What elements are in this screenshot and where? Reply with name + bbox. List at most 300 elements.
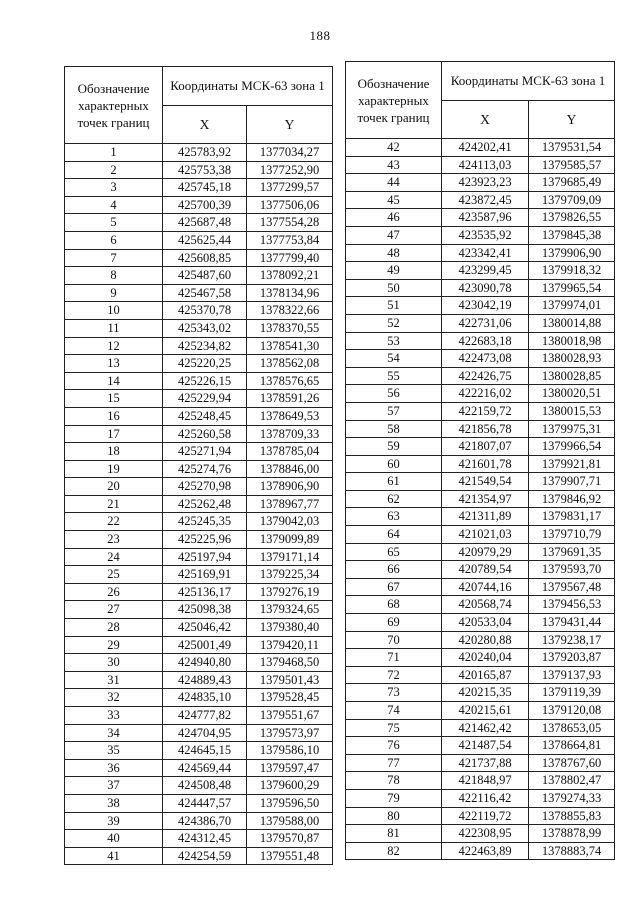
table-row <box>346 789 615 807</box>
table-row <box>346 684 615 702</box>
table-row <box>346 385 615 403</box>
point-number-cell: 35 <box>65 742 163 760</box>
point-number-cell: 6 <box>65 231 163 249</box>
y-coordinate-cell: 1378855,83 <box>529 807 615 825</box>
table-row <box>346 455 615 473</box>
table-row <box>65 654 333 672</box>
y-coordinate-cell: 1379570,87 <box>247 830 333 848</box>
table-row <box>346 649 615 667</box>
y-coordinate-cell: 1379710,79 <box>529 526 615 544</box>
y-coordinate-cell: 1379907,71 <box>529 473 615 491</box>
point-number-cell: 56 <box>346 385 442 403</box>
x-coordinate-cell: 425467,58 <box>163 284 247 302</box>
x-coordinate-cell: 424508,48 <box>163 777 247 795</box>
table-row <box>65 407 333 425</box>
table-body-right <box>346 139 615 860</box>
x-coordinate-cell: 420789,54 <box>442 561 529 579</box>
table-row <box>346 631 615 649</box>
point-number-cell: 50 <box>346 279 442 297</box>
table-row <box>346 842 615 860</box>
point-number-cell: 30 <box>65 654 163 672</box>
x-coordinate-cell: 423923,23 <box>442 174 529 192</box>
point-number-cell: 67 <box>346 578 442 596</box>
x-coordinate-cell: 422473,08 <box>442 350 529 368</box>
table-row <box>346 807 615 825</box>
table-row <box>346 578 615 596</box>
table-row <box>65 742 333 760</box>
y-coordinate-cell: 1378370,55 <box>247 319 333 337</box>
point-number-cell: 58 <box>346 420 442 438</box>
y-coordinate-cell: 1378562,08 <box>247 355 333 373</box>
x-coordinate-cell: 424777,82 <box>163 707 247 725</box>
table-row <box>65 214 333 232</box>
y-coordinate-cell: 1379975,31 <box>529 420 615 438</box>
table-body-left <box>65 144 333 865</box>
y-coordinate-cell: 1378802,47 <box>529 772 615 790</box>
y-coordinate-cell: 1379709,09 <box>529 191 615 209</box>
x-coordinate-cell: 425001,49 <box>163 636 247 654</box>
table-row <box>65 267 333 285</box>
x-coordinate-cell: 420533,04 <box>442 614 529 632</box>
x-coordinate-cell: 421354,97 <box>442 490 529 508</box>
y-coordinate-cell: 1379586,10 <box>247 742 333 760</box>
x-coordinate-cell: 420215,35 <box>442 684 529 702</box>
y-coordinate-cell: 1379099,89 <box>247 531 333 549</box>
point-number-cell: 71 <box>346 649 442 667</box>
point-number-cell: 16 <box>65 407 163 425</box>
x-coordinate-cell: 424704,95 <box>163 724 247 742</box>
y-coordinate-cell: 1379456,53 <box>529 596 615 614</box>
table-row <box>346 561 615 579</box>
x-coordinate-cell: 425745,18 <box>163 179 247 197</box>
x-coordinate-cell: 422116,42 <box>442 789 529 807</box>
table-row <box>65 196 333 214</box>
x-coordinate-cell: 420165,87 <box>442 666 529 684</box>
x-coordinate-cell: 425260,58 <box>163 425 247 443</box>
table-row <box>65 830 333 848</box>
table-row <box>346 244 615 262</box>
point-number-cell: 40 <box>65 830 163 848</box>
x-coordinate-cell: 423342,41 <box>442 244 529 262</box>
x-coordinate-cell: 420280,88 <box>442 631 529 649</box>
table-row <box>65 478 333 496</box>
table-row <box>65 636 333 654</box>
point-number-cell: 68 <box>346 596 442 614</box>
point-number-cell: 8 <box>65 267 163 285</box>
table-row <box>346 367 615 385</box>
x-coordinate-cell: 421737,88 <box>442 754 529 772</box>
x-coordinate-cell: 421848,97 <box>442 772 529 790</box>
point-number-cell: 15 <box>65 390 163 408</box>
point-number-cell: 82 <box>346 842 442 860</box>
table-row <box>65 284 333 302</box>
table-row <box>346 473 615 491</box>
x-coordinate-cell: 425625,44 <box>163 231 247 249</box>
table-row <box>65 531 333 549</box>
y-coordinate-cell: 1379531,54 <box>529 139 615 157</box>
x-coordinate-cell: 422426,75 <box>442 367 529 385</box>
x-coordinate-cell: 420979,29 <box>442 543 529 561</box>
table-row <box>346 279 615 297</box>
x-coordinate-cell: 424569,44 <box>163 759 247 777</box>
point-number-cell: 37 <box>65 777 163 795</box>
x-coordinate-cell: 421807,07 <box>442 438 529 456</box>
y-coordinate-cell: 1378092,21 <box>247 267 333 285</box>
y-coordinate-cell: 1377034,27 <box>247 144 333 162</box>
y-coordinate-cell: 1379588,00 <box>247 812 333 830</box>
y-coordinate-cell: 1379965,54 <box>529 279 615 297</box>
table-row <box>346 314 615 332</box>
y-coordinate-cell: 1379203,87 <box>529 649 615 667</box>
point-number-cell: 7 <box>65 249 163 267</box>
x-coordinate-cell: 421021,03 <box>442 526 529 544</box>
y-coordinate-cell: 1378591,26 <box>247 390 333 408</box>
x-coordinate-cell: 425608,85 <box>163 249 247 267</box>
table-row <box>346 262 615 280</box>
x-coordinate-cell: 424645,15 <box>163 742 247 760</box>
x-coordinate-cell: 422119,72 <box>442 807 529 825</box>
x-coordinate-cell: 425753,38 <box>163 161 247 179</box>
x-coordinate-cell: 425197,94 <box>163 548 247 566</box>
point-number-cell: 49 <box>346 262 442 280</box>
table-row <box>65 707 333 725</box>
table-row <box>346 754 615 772</box>
table-row <box>346 614 615 632</box>
y-coordinate-cell: 1379596,50 <box>247 794 333 812</box>
header-x: X <box>163 106 247 144</box>
y-coordinate-cell: 1380020,51 <box>529 385 615 403</box>
point-number-cell: 64 <box>346 526 442 544</box>
point-number-cell: 18 <box>65 443 163 461</box>
x-coordinate-cell: 424940,80 <box>163 654 247 672</box>
y-coordinate-cell: 1378846,00 <box>247 460 333 478</box>
table-row <box>65 249 333 267</box>
table-row <box>65 460 333 478</box>
x-coordinate-cell: 424386,70 <box>163 812 247 830</box>
table-row <box>346 702 615 720</box>
x-coordinate-cell: 424835,10 <box>163 689 247 707</box>
table-row <box>65 425 333 443</box>
table-row <box>65 372 333 390</box>
x-coordinate-cell: 425687,48 <box>163 214 247 232</box>
y-coordinate-cell: 1379137,93 <box>529 666 615 684</box>
x-coordinate-cell: 425248,45 <box>163 407 247 425</box>
point-number-cell: 54 <box>346 350 442 368</box>
point-number-cell: 43 <box>346 156 442 174</box>
table-row <box>346 350 615 368</box>
point-number-cell: 23 <box>65 531 163 549</box>
point-number-cell: 19 <box>65 460 163 478</box>
y-coordinate-cell: 1379324,65 <box>247 601 333 619</box>
y-coordinate-cell: 1378664,81 <box>529 737 615 755</box>
x-coordinate-cell: 422731,06 <box>442 314 529 332</box>
header-y: Y <box>529 101 615 139</box>
x-coordinate-cell: 425225,96 <box>163 531 247 549</box>
y-coordinate-cell: 1379042,03 <box>247 513 333 531</box>
point-number-cell: 36 <box>65 759 163 777</box>
y-coordinate-cell: 1379918,32 <box>529 262 615 280</box>
point-number-cell: 33 <box>65 707 163 725</box>
x-coordinate-cell: 425270,98 <box>163 478 247 496</box>
y-coordinate-cell: 1379966,54 <box>529 438 615 456</box>
point-number-cell: 14 <box>65 372 163 390</box>
y-coordinate-cell: 1378653,05 <box>529 719 615 737</box>
y-coordinate-cell: 1378967,77 <box>247 495 333 513</box>
point-number-cell: 38 <box>65 794 163 812</box>
point-number-cell: 28 <box>65 619 163 637</box>
y-coordinate-cell: 1378883,74 <box>529 842 615 860</box>
coordinates-table-left <box>64 66 333 865</box>
point-number-cell: 20 <box>65 478 163 496</box>
point-number-cell: 25 <box>65 566 163 584</box>
y-coordinate-cell: 1379573,97 <box>247 724 333 742</box>
point-number-cell: 69 <box>346 614 442 632</box>
point-number-cell: 80 <box>346 807 442 825</box>
x-coordinate-cell: 421601,78 <box>442 455 529 473</box>
x-coordinate-cell: 425169,91 <box>163 566 247 584</box>
x-coordinate-cell: 423090,78 <box>442 279 529 297</box>
x-coordinate-cell: 421549,54 <box>442 473 529 491</box>
y-coordinate-cell: 1379585,57 <box>529 156 615 174</box>
y-coordinate-cell: 1377252,90 <box>247 161 333 179</box>
y-coordinate-cell: 1377299,57 <box>247 179 333 197</box>
point-number-cell: 31 <box>65 671 163 689</box>
x-coordinate-cell: 422159,72 <box>442 402 529 420</box>
y-coordinate-cell: 1378906,90 <box>247 478 333 496</box>
y-coordinate-cell: 1380014,88 <box>529 314 615 332</box>
point-number-cell: 39 <box>65 812 163 830</box>
table-row <box>346 139 615 157</box>
y-coordinate-cell: 1379831,17 <box>529 508 615 526</box>
point-number-cell: 41 <box>65 847 163 865</box>
point-number-cell: 73 <box>346 684 442 702</box>
table-row <box>65 689 333 707</box>
table-row <box>346 526 615 544</box>
point-number-cell: 21 <box>65 495 163 513</box>
point-number-cell: 72 <box>346 666 442 684</box>
table-row <box>65 513 333 531</box>
header-y: Y <box>247 106 333 144</box>
table-row <box>65 495 333 513</box>
point-number-cell: 74 <box>346 702 442 720</box>
x-coordinate-cell: 425262,48 <box>163 495 247 513</box>
point-number-cell: 79 <box>346 789 442 807</box>
y-coordinate-cell: 1379420,11 <box>247 636 333 654</box>
table-row <box>346 156 615 174</box>
table-row <box>65 601 333 619</box>
table-row <box>65 566 333 584</box>
point-number-cell: 5 <box>65 214 163 232</box>
y-coordinate-cell: 1379600,29 <box>247 777 333 795</box>
y-coordinate-cell: 1379921,81 <box>529 455 615 473</box>
x-coordinate-cell: 421856,78 <box>442 420 529 438</box>
point-number-cell: 60 <box>346 455 442 473</box>
point-number-cell: 53 <box>346 332 442 350</box>
point-number-cell: 42 <box>346 139 442 157</box>
x-coordinate-cell: 423535,92 <box>442 226 529 244</box>
x-coordinate-cell: 422463,89 <box>442 842 529 860</box>
table-row <box>346 543 615 561</box>
y-coordinate-cell: 1379845,38 <box>529 226 615 244</box>
point-number-cell: 77 <box>346 754 442 772</box>
table-row <box>65 231 333 249</box>
table-row <box>346 209 615 227</box>
y-coordinate-cell: 1380015,53 <box>529 402 615 420</box>
x-coordinate-cell: 425783,92 <box>163 144 247 162</box>
table-row <box>65 724 333 742</box>
y-coordinate-cell: 1379501,43 <box>247 671 333 689</box>
x-coordinate-cell: 424312,45 <box>163 830 247 848</box>
point-number-cell: 1 <box>65 144 163 162</box>
y-coordinate-cell: 1379120,08 <box>529 702 615 720</box>
table-row <box>65 671 333 689</box>
table-row <box>346 772 615 790</box>
point-number-cell: 11 <box>65 319 163 337</box>
table-row <box>346 438 615 456</box>
y-coordinate-cell: 1379468,50 <box>247 654 333 672</box>
y-coordinate-cell: 1379225,34 <box>247 566 333 584</box>
y-coordinate-cell: 1379528,45 <box>247 689 333 707</box>
table-row <box>346 825 615 843</box>
x-coordinate-cell: 425274,76 <box>163 460 247 478</box>
x-coordinate-cell: 423042,19 <box>442 297 529 315</box>
y-coordinate-cell: 1378322,66 <box>247 302 333 320</box>
x-coordinate-cell: 425487,60 <box>163 267 247 285</box>
point-number-cell: 62 <box>346 490 442 508</box>
header-coord-system: Координаты МСК-63 зона 1 <box>163 67 333 106</box>
x-coordinate-cell: 421311,89 <box>442 508 529 526</box>
point-number-cell: 63 <box>346 508 442 526</box>
y-coordinate-cell: 1380018,98 <box>529 332 615 350</box>
point-number-cell: 57 <box>346 402 442 420</box>
point-number-cell: 2 <box>65 161 163 179</box>
point-number-cell: 75 <box>346 719 442 737</box>
table-row <box>65 759 333 777</box>
x-coordinate-cell: 424889,43 <box>163 671 247 689</box>
y-coordinate-cell: 1379567,48 <box>529 578 615 596</box>
table-row <box>346 508 615 526</box>
point-number-cell: 4 <box>65 196 163 214</box>
y-coordinate-cell: 1379380,40 <box>247 619 333 637</box>
table-row <box>65 583 333 601</box>
y-coordinate-cell: 1379171,14 <box>247 548 333 566</box>
table-row <box>65 390 333 408</box>
x-coordinate-cell: 424254,59 <box>163 847 247 865</box>
point-number-cell: 66 <box>346 561 442 579</box>
coordinates-table-right <box>345 61 615 860</box>
y-coordinate-cell: 1379276,19 <box>247 583 333 601</box>
y-coordinate-cell: 1379551,67 <box>247 707 333 725</box>
x-coordinate-cell: 420744,16 <box>442 578 529 596</box>
point-number-cell: 48 <box>346 244 442 262</box>
table-row <box>65 794 333 812</box>
y-coordinate-cell: 1377753,84 <box>247 231 333 249</box>
y-coordinate-cell: 1378878,99 <box>529 825 615 843</box>
point-number-cell: 47 <box>346 226 442 244</box>
table-row <box>65 812 333 830</box>
point-number-cell: 46 <box>346 209 442 227</box>
x-coordinate-cell: 424113,03 <box>442 156 529 174</box>
header-point-label: Обозначение характерных точек границ <box>346 62 442 139</box>
point-number-cell: 17 <box>65 425 163 443</box>
table-row <box>65 161 333 179</box>
x-coordinate-cell: 422216,02 <box>442 385 529 403</box>
x-coordinate-cell: 425220,25 <box>163 355 247 373</box>
y-coordinate-cell: 1378134,96 <box>247 284 333 302</box>
y-coordinate-cell: 1377799,40 <box>247 249 333 267</box>
y-coordinate-cell: 1379119,39 <box>529 684 615 702</box>
x-coordinate-cell: 420215,61 <box>442 702 529 720</box>
point-number-cell: 22 <box>65 513 163 531</box>
x-coordinate-cell: 425226,15 <box>163 372 247 390</box>
header-coord-system: Координаты МСК-63 зона 1 <box>442 62 615 101</box>
y-coordinate-cell: 1379593,70 <box>529 561 615 579</box>
x-coordinate-cell: 425370,78 <box>163 302 247 320</box>
header-x: X <box>442 101 529 139</box>
x-coordinate-cell: 425700,39 <box>163 196 247 214</box>
table-row <box>346 420 615 438</box>
y-coordinate-cell: 1377554,28 <box>247 214 333 232</box>
point-number-cell: 65 <box>346 543 442 561</box>
y-coordinate-cell: 1379597,47 <box>247 759 333 777</box>
table-row <box>65 777 333 795</box>
y-coordinate-cell: 1378649,53 <box>247 407 333 425</box>
x-coordinate-cell: 425234,82 <box>163 337 247 355</box>
x-coordinate-cell: 425245,35 <box>163 513 247 531</box>
table-row <box>346 737 615 755</box>
point-number-cell: 3 <box>65 179 163 197</box>
point-number-cell: 32 <box>65 689 163 707</box>
x-coordinate-cell: 423872,45 <box>442 191 529 209</box>
point-number-cell: 9 <box>65 284 163 302</box>
point-number-cell: 78 <box>346 772 442 790</box>
x-coordinate-cell: 423587,96 <box>442 209 529 227</box>
table-row <box>346 332 615 350</box>
point-number-cell: 26 <box>65 583 163 601</box>
x-coordinate-cell: 424447,57 <box>163 794 247 812</box>
x-coordinate-cell: 421487,54 <box>442 737 529 755</box>
y-coordinate-cell: 1378785,04 <box>247 443 333 461</box>
x-coordinate-cell: 424202,41 <box>442 139 529 157</box>
y-coordinate-cell: 1379431,44 <box>529 614 615 632</box>
point-number-cell: 45 <box>346 191 442 209</box>
y-coordinate-cell: 1379826,55 <box>529 209 615 227</box>
x-coordinate-cell: 425098,38 <box>163 601 247 619</box>
table-row <box>65 302 333 320</box>
table-row <box>65 144 333 162</box>
table-row <box>346 174 615 192</box>
point-number-cell: 27 <box>65 601 163 619</box>
point-number-cell: 51 <box>346 297 442 315</box>
x-coordinate-cell: 425229,94 <box>163 390 247 408</box>
table-row <box>65 337 333 355</box>
table-row <box>65 548 333 566</box>
y-coordinate-cell: 1379274,33 <box>529 789 615 807</box>
point-number-cell: 44 <box>346 174 442 192</box>
point-number-cell: 76 <box>346 737 442 755</box>
table-row <box>346 402 615 420</box>
y-coordinate-cell: 1377506,06 <box>247 196 333 214</box>
table-row <box>65 319 333 337</box>
point-number-cell: 70 <box>346 631 442 649</box>
y-coordinate-cell: 1378541,30 <box>247 337 333 355</box>
x-coordinate-cell: 420568,74 <box>442 596 529 614</box>
table-row <box>346 226 615 244</box>
y-coordinate-cell: 1379906,90 <box>529 244 615 262</box>
table-row <box>65 847 333 865</box>
x-coordinate-cell: 425271,94 <box>163 443 247 461</box>
y-coordinate-cell: 1380028,93 <box>529 350 615 368</box>
